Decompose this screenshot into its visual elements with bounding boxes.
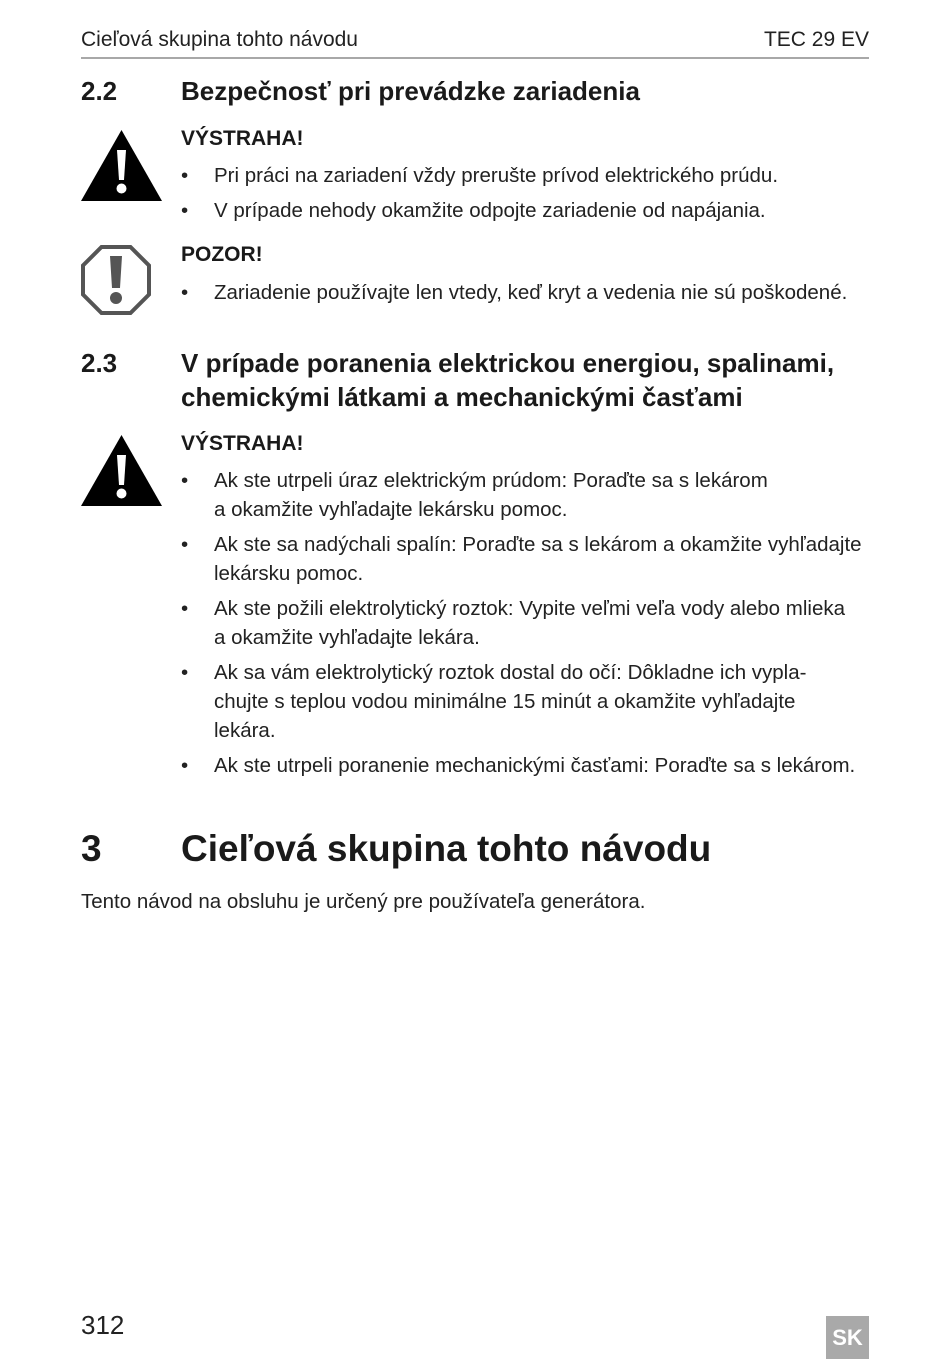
running-header-left: Cieľová skupina tohto návodu [81, 28, 358, 51]
warning-list [181, 466, 881, 786]
caution-list [181, 278, 881, 313]
page-number: 312 [81, 1310, 125, 1340]
bullet-icon: • [181, 199, 189, 222]
warning-label: VÝSTRAHA! [181, 127, 304, 150]
list-item: • Ak ste požili elektrolytický roztok: Vypite veľmi veľa vody alebo mlieka a okamžite vyhľadajte lekára. [181, 594, 881, 652]
section-title: V prípade poranenia elektrickou energiou, spalinami, chemickými látkami a mechanickými časťami [181, 348, 835, 412]
language-badge: SK [826, 1316, 869, 1359]
list-item: • Ak ste utrpeli poranenie mechanickými časťami: Poraďte sa s lekárom. [181, 751, 881, 780]
bullet-icon: • [181, 754, 189, 777]
list-item: • Zariadenie používajte len vtedy, keď kryt a vedenia nie sú poškodené. [181, 278, 881, 307]
bullet-icon: • [181, 533, 189, 556]
list-item: • V prípade nehody okamžite odpojte zariadenie od napájania. [181, 196, 881, 225]
chapter-title: Cieľová skupina tohto návodu [181, 828, 712, 869]
header-divider [81, 57, 869, 59]
section-number: 2.2 [81, 76, 118, 106]
section-title: Bezpečnosť pri prevádzke zariadenia [181, 76, 640, 106]
bullet-icon: • [181, 281, 189, 304]
caution-label: POZOR! [181, 243, 263, 266]
warning-triangle-icon [81, 435, 162, 506]
bullet-icon: • [181, 661, 189, 684]
list-item: • Pri práci na zariadení vždy prerušte prívod elektrického prúdu. [181, 161, 881, 190]
bullet-icon: • [181, 164, 189, 187]
list-item: • Ak sa vám elektrolytický roztok dostal do očí: Dôkladne ich vypla- chujte s teplou vodou minimálne 15 minút a okamžite vyhľadajte lekára. [181, 658, 881, 745]
bullet-icon: • [181, 469, 189, 492]
body-paragraph: Tento návod na obsluhu je určený pre používateľa generátora. [81, 890, 646, 913]
chapter-number: 3 [81, 828, 102, 869]
list-item: • Ak ste sa nadýchali spalín: Poraďte sa s lekárom a okamžite vyhľadajte lekársku pomoc. [181, 530, 881, 588]
running-header-right: TEC 29 EV [763, 28, 869, 51]
caution-octagon-icon [81, 245, 151, 315]
bullet-icon: • [181, 597, 189, 620]
warning-triangle-icon [81, 130, 162, 201]
warning-label: VÝSTRAHA! [181, 432, 304, 455]
list-item: • Ak ste utrpeli úraz elektrickým prúdom: Poraďte sa s lekárom a okamžite vyhľadajte lekársku pomoc. [181, 466, 881, 524]
section-number: 2.3 [81, 348, 118, 378]
warning-list [181, 161, 881, 231]
